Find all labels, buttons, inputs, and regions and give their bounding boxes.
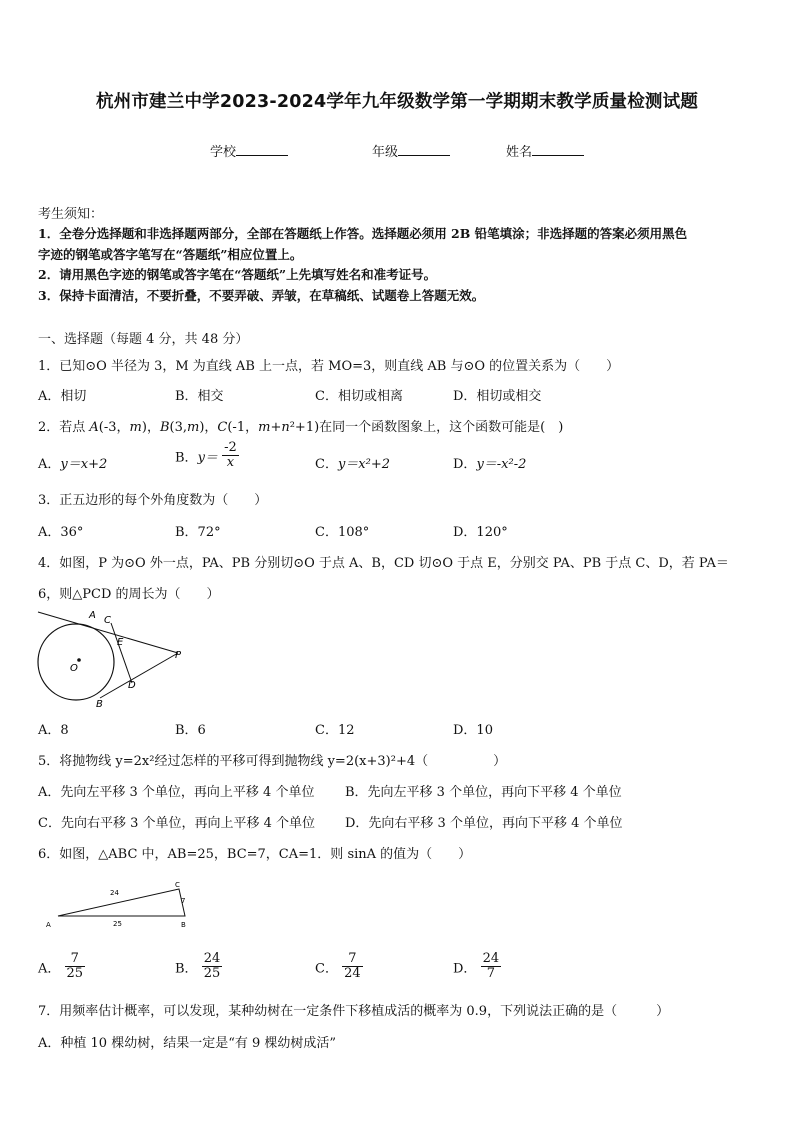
section-heading: 一、选择题（每题 4 分，共 48 分） [38,332,249,347]
q6-option-a-fraction [65,952,86,982]
school-field [210,141,288,160]
notice-heading: 考生须知： [38,207,104,222]
q1-option-a[interactable]: A．相切 [38,389,87,404]
label-p: P [175,650,182,661]
notice-item-3: 3．保持卡面清洁，不要折叠，不要弄破、弄皱，在草稿纸、试题卷上答题无效。 [38,288,485,303]
tangent-cd [111,623,132,683]
q4-option-b[interactable]: B．6 [175,723,206,738]
q2-option-d[interactable] [453,453,526,472]
q2-option-c-expr: y＝x²+2 [337,457,391,472]
q6-option-d[interactable] [453,952,501,982]
fraction-denominator: 25 [203,966,221,982]
q2-option-a-expr: y＝x+2 [60,457,108,472]
q4-option-a[interactable]: A．8 [38,723,69,738]
label-d: D [128,680,136,691]
label-b: B [181,921,186,929]
q6-triangle-figure [40,876,200,932]
q6-option-b-fraction [202,952,223,982]
q3-option-d[interactable]: D．120° [453,525,508,540]
grade-blank[interactable] [398,143,450,156]
label-a: A [89,610,96,621]
q2-option-b-lhs: y＝ [197,450,218,466]
name-field [506,141,584,160]
q2-var-m: m [187,420,200,435]
q6-stem: 6．如图，△ABC 中，AB=25，BC=7，CA=1．则 sinA 的值为（ ） [38,847,472,862]
school-label: 学校 [210,145,237,160]
q6-option-b[interactable] [175,952,222,982]
q2-option-b-label: B． [175,450,198,466]
q2-point-b: B [159,420,170,435]
q2-stem [38,416,563,435]
q6-option-d-label: D． [453,961,477,977]
q4-stem-line2: 6，则△PCD 的周长为（ ） [38,587,220,602]
q2-text-4: (3, [169,420,187,435]
q5-option-b[interactable]: B．先向左平移 3 个单位，再向下平移 4 个单位 [345,785,622,800]
fraction-numerator: 7 [65,952,86,967]
exam-title: 杭州市建兰中学2023-2024学年九年级数学第一学期期末教学质量检测试题 [95,92,699,112]
q4-option-d[interactable]: D．10 [453,723,493,738]
fraction-numerator: 24 [203,951,221,966]
q4-circle-figure [34,606,194,710]
q2-option-c[interactable] [315,453,390,472]
school-blank[interactable] [236,143,288,156]
q2-point-a: A [89,420,99,435]
q1-option-b[interactable]: B．相交 [175,389,224,404]
q2-point-c: C [217,420,228,435]
name-blank[interactable] [532,143,584,156]
q2-option-a-label: A． [38,457,61,472]
q6-option-a[interactable] [38,952,85,982]
q1-option-d[interactable]: D．相切或相交 [453,389,542,404]
triangle-abc [58,889,185,916]
q1-stem: 1．已知⊙O 半径为 3，M 为直线 AB 上一点，若 MO=3，则直线 AB 与⊙O 的位置关系为（ ） [38,359,620,374]
grade-label: 年级 [372,145,399,160]
q3-stem: 3．正五边形的每个外角度数为（ ） [38,493,268,508]
q6-option-c-fraction [342,952,363,982]
label-o: O [70,663,78,674]
q4-option-c[interactable]: C．12 [315,723,355,738]
q2-option-b-fraction [222,441,239,471]
grade-field [372,141,450,160]
side-bc-length: 7 [181,897,186,905]
q6-option-d-fraction [481,952,502,982]
q5-option-a[interactable]: A．先向左平移 3 个单位，再向上平移 4 个单位 [38,785,315,800]
q2-var-m: m [129,420,142,435]
label-a: A [46,921,51,929]
q2-text-5: )， [199,420,218,435]
center-point [77,658,81,662]
q7-stem: 7．用频率估计概率，可以发现，某种幼树在一定条件下移植成活的概率为 0.9，下列说法正确的是（ ） [38,1004,670,1019]
fraction-denominator: 24 [344,966,361,982]
q3-option-b[interactable]: B．72° [175,525,221,540]
q2-option-d-label: D． [453,457,477,472]
q1-option-c[interactable]: C．相切或相离 [315,389,403,404]
q6-option-c-label: C． [315,961,338,977]
side-ab-length: 25 [113,920,122,928]
q6-option-a-label: A． [38,961,61,977]
q2-text-3: )， [141,420,160,435]
q5-stem: 5．将抛物线 y=2x²经过怎样的平移可得到抛物线 y=2(x+3)²+4（ ） [38,754,507,769]
q2-text-8: ²+1)在同一个函数图象上，这个函数可能是( ) [289,420,564,435]
fraction-numerator: 7 [342,952,363,967]
q3-option-a[interactable]: A．36° [38,525,84,540]
q2-option-a[interactable] [38,453,107,472]
fraction-denominator: x [226,455,235,471]
fraction-numerator: -2 [224,440,237,455]
fraction-denominator: 25 [66,966,84,982]
q7-option-a[interactable]: A．种植 10 棵幼树，结果一定是“有 9 棵幼树成活” [38,1036,337,1051]
q2-text-7: + [270,420,282,435]
q5-option-d[interactable]: D．先向右平移 3 个单位，再向下平移 4 个单位 [345,816,623,831]
q2-option-c-label: C． [315,457,338,472]
notice-item-1-line2: 字迹的钢笔或答字笔写在“答题纸”相应位置上。 [38,247,303,262]
name-label: 姓名 [506,145,533,160]
q2-text-2: (-3， [98,420,130,435]
circle-o [38,624,114,700]
side-ac-length: 24 [110,889,119,897]
q2-option-d-expr: y＝-x²-2 [476,457,527,472]
q4-stem-line1: 4．如图，P 为⊙O 外一点，PA、PB 分别切⊙O 于点 A、B，CD 切⊙O 于点 E，分别交 PA、PB 于点 C、D，若 PA＝ [38,556,729,571]
label-c: C [175,881,180,889]
q6-option-b-label: B． [175,961,198,977]
label-b: B [96,699,103,710]
q2-text-6: (-1， [227,420,259,435]
notice-item-1-line1: 1．全卷分选择题和非选择题两部分，全部在答题纸上作答。选择题必须用 2B 铅笔填涂；非选择题的答案必须用黑色 [38,226,688,241]
notice-item-2: 2．请用黑色字迹的钢笔或答字笔在“答题纸”上先填写姓名和准考证号。 [38,267,437,282]
q6-option-c[interactable] [315,952,363,982]
q2-text-1: 2．若点 [38,420,90,435]
q2-var-m: m [258,420,271,435]
fraction-denominator: 7 [486,966,495,982]
q3-option-c[interactable]: C．108° [315,525,370,540]
q5-option-c[interactable]: C．先向右平移 3 个单位，再向上平移 4 个单位 [38,816,316,831]
label-c: C [104,615,111,626]
label-e: E [117,637,124,648]
fraction-numerator: 24 [482,951,500,966]
q2-var-n: n [281,420,290,435]
q2-option-b[interactable] [175,441,239,471]
